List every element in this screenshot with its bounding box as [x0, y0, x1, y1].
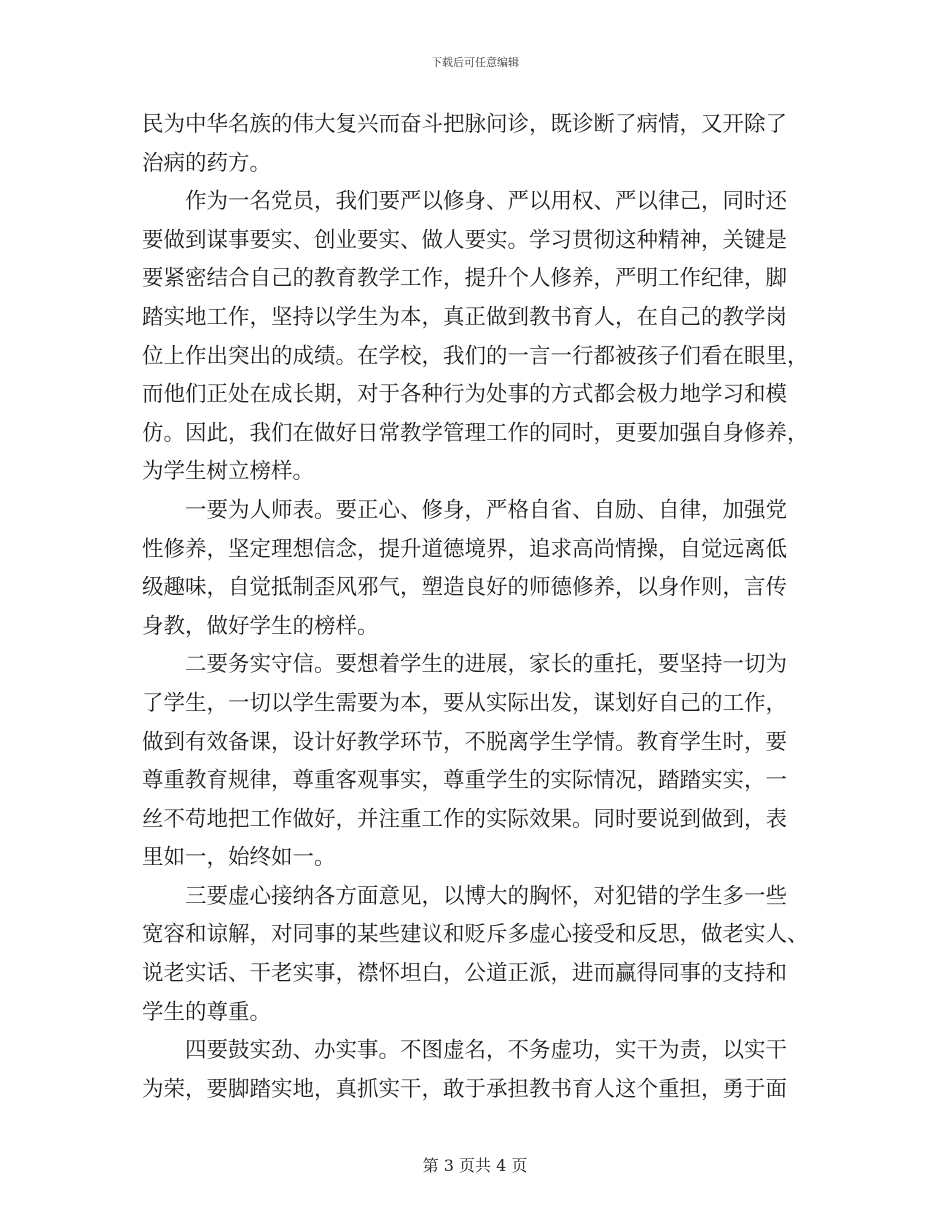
paragraph	[142, 646, 810, 878]
text-line: 作为一名党员，我们要严以修身、严以用权、严以律己，同时还	[185, 189, 788, 215]
page-number: 第 3 页共 4 页	[422, 1156, 528, 1175]
paragraph	[142, 1032, 810, 1109]
text-line: 四要鼓实劲、办实事。不图虚名，不务虚功，实干为责，以实干	[185, 1038, 788, 1064]
paragraph	[142, 878, 810, 1032]
text-line: 级趣味，自觉抵制歪风邪气，塑造良好的师德修养，以身作则，言传	[142, 575, 788, 601]
text-line: 性修养，坚定理想信念，提升道德境界，追求高尚情操，自觉远离低	[142, 536, 788, 562]
text-line: 位上作出突出的成绩。在学校，我们的一言一行都被孩子们看在眼里，	[142, 343, 809, 369]
text-line: 三要虚心接纳各方面意见，以博大的胸怀，对犯错的学生多一些	[185, 883, 788, 909]
text-line: 里如一，始终如一。	[142, 845, 336, 871]
text-line: 民为中华名族的伟大复兴而奋斗把脉问诊，既诊断了病情，又开除了	[142, 112, 788, 137]
text-line: 一要为人师表。要正心、修身，严格自省、自励、自律，加强党	[185, 497, 788, 523]
paragraph	[142, 106, 810, 183]
paragraph	[142, 183, 810, 492]
text-line: 做到有效备课，设计好教学环节，不脱离学生学情。教育学生时，要	[142, 729, 788, 755]
text-line: 为荣，要脚踏实地，真抓实干，敢于承担教书育人这个重担，勇于面	[142, 1076, 788, 1102]
paragraph	[142, 492, 810, 646]
text-line: 了学生，一切以学生需要为本，要从实际出发，谋划好自己的工作，	[142, 690, 788, 716]
text-line: 二要务实守信。要想着学生的进展，家长的重托，要坚持一切为	[185, 652, 788, 678]
text-line: 丝不苟地把工作做好，并注重工作的实际效果。同时要说到做到，表	[142, 806, 788, 832]
text-line: 要紧密结合自己的教育教学工作，提升个人修养，严明工作纪律，脚	[142, 266, 788, 292]
text-line: 踏实地工作，坚持以学生为本，真正做到教书育人，在自己的教学岗	[142, 304, 788, 330]
text-line: 宽容和谅解，对同事的某些建议和贬斥多虚心接受和反思，做老实人、	[142, 922, 809, 948]
text-line: 身教，做好学生的榜样。	[142, 613, 379, 639]
text-line: 为学生树立榜样。	[142, 459, 315, 485]
text-line: 尊重教育规律，尊重客观事实，尊重学生的实际情况，踏踏实实，一	[142, 768, 788, 794]
text-line: 而他们正处在成长期，对于各种行为处事的方式都会极力地学习和模	[142, 382, 788, 408]
text-line: 要做到谋事要实、创业要实、做人要实。学习贯彻这种精神，关键是	[142, 227, 788, 253]
text-line: 说老实话、干老实事，襟怀坦白，公道正派，进而赢得同事的支持和	[142, 961, 788, 987]
text-line: 治病的药方。	[142, 150, 272, 176]
header-note: 下载后可任意编辑	[431, 56, 519, 69]
text-line: 学生的尊重。	[142, 999, 272, 1025]
text-line: 仿。因此，我们在做好日常教学管理工作的同时，更要加强自身修养，	[142, 420, 809, 446]
body-text	[142, 106, 810, 1109]
